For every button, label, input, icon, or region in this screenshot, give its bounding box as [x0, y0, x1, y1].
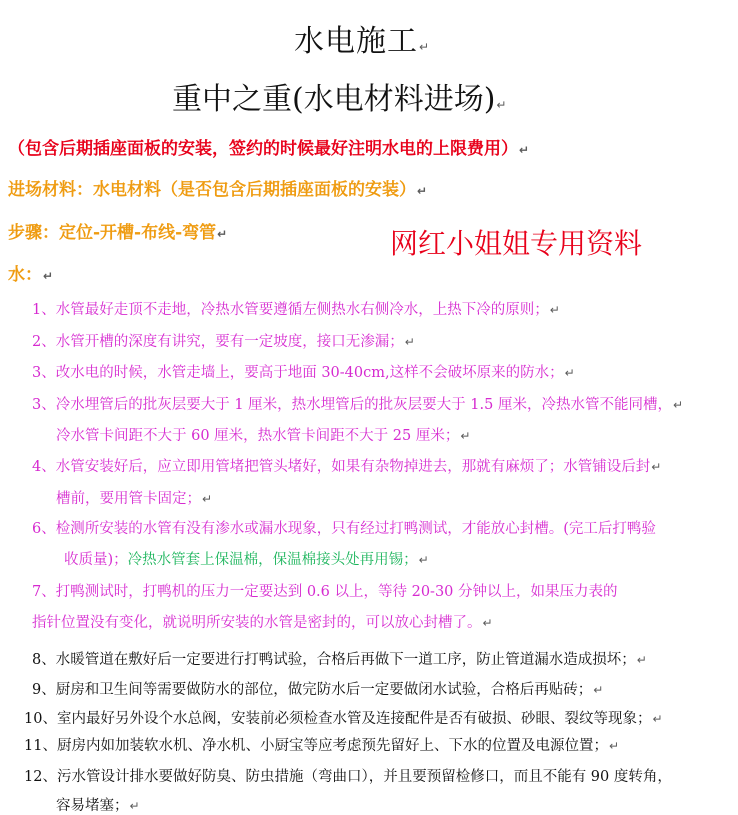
list-item: 8、水暖管道在敷好后一定要进行打鸭试验，合格后再做下一道工序，防止管道漏水造成损坏；↵: [32, 652, 647, 668]
list-item: 3、冷水埋管后的批灰层要大于 1 厘米，热水埋管后的批灰层要大于 1.5 厘米，冷热水管不能同槽，↵: [32, 397, 684, 413]
list-item: 9、厨房和卫生间等需要做防水的部位，做完防水后一定要做闭水试验，合格后再贴砖；↵: [32, 682, 604, 698]
document-subtitle: 重中之重(水电材料进场)↵: [172, 82, 507, 117]
materials-line: 进场材料：水电材料（是否包含后期插座面板的安装）↵: [8, 180, 428, 200]
list-item: 11、厨房内如加装软水机、净水机、小厨宝等应考虑预先留好上、下水的位置及电源位置；↵: [24, 738, 620, 754]
list-item: 1、水管最好走顶不走地，冷热水管要遵循左侧热水右侧冷水，上热下冷的原则；↵: [32, 302, 560, 318]
list-item-continuation: 槽前，要用管卡固定；↵: [56, 491, 213, 507]
list-item-continuation: 收质量)；冷热水管套上保温棉，保温棉接头处再用锡；↵: [64, 552, 429, 568]
list-item-continuation: 指针位置没有变化，就说明所安装的水管是密封的，可以放心封槽了。↵: [32, 615, 493, 631]
document-title: 水电施工↵: [294, 24, 431, 59]
watermark-text: 网红小姐姐专用资料: [390, 227, 643, 260]
list-item: 4、水管安装好后，应立即用管堵把管头堵好，如果有杂物掉进去，那就有麻烦了；水管铺设后封↵: [32, 459, 662, 475]
contract-note: （包含后期插座面板的安装，签约的时候最好注明水电的上限费用）↵: [8, 139, 530, 159]
list-item: 7、打鸭测试时，打鸭机的压力一定要达到 0.6 以上，等待 20-30 分钟以上，如果压力表的: [32, 584, 618, 600]
list-item-continuation: 冷水管卡间距不大于 60 厘米，热水管卡间距不大于 25 厘米；↵: [56, 428, 471, 444]
list-item: 2、水管开槽的深度有讲究，要有一定坡度，接口无渗漏；↵: [32, 334, 415, 350]
list-item: 6、检测所安装的水管有没有渗水或漏水现象，只有经过打鸭测试，才能放心封槽。(完工后打鸭验: [32, 521, 656, 537]
insulation-note: 冷热水管套上保温棉，保温棉接头处再用锡；: [127, 552, 418, 568]
list-item: 10、室内最好另外设个水总阀，安装前必须检查水管及连接配件是否有破损、砂眼、裂纹等现象；↵: [24, 711, 663, 727]
list-item: 3、改水电的时候，水管走墙上，要高于地面 30-40cm,这样不会破坏原来的防水；↵: [32, 365, 575, 381]
water-heading: 水：↵: [8, 265, 54, 285]
list-item: 12、污水管设计排水要做好防臭、防虫措施（弯曲口），并且要预留检修口，而且不能有 90 度转角，: [24, 769, 672, 785]
list-item-continuation: 容易堵塞；↵: [56, 798, 140, 814]
steps-line: 步骤：定位-开槽-布线-弯管↵: [8, 223, 228, 243]
